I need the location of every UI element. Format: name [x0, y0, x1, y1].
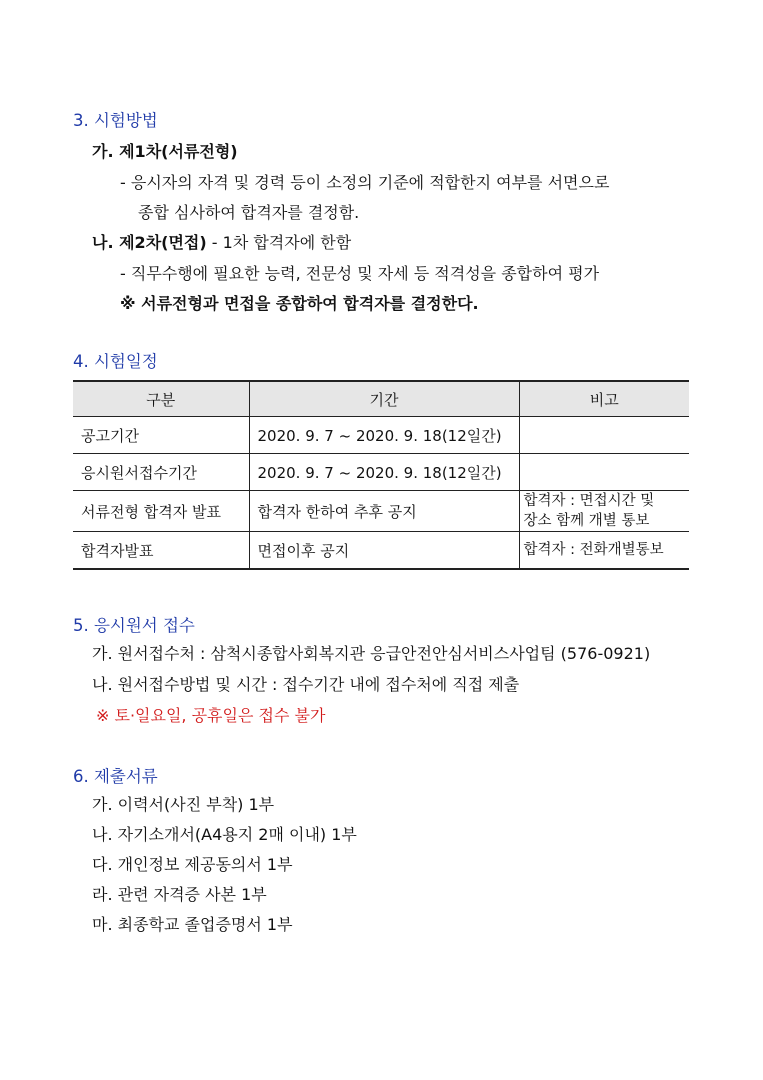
section3-title: 3. 시험방법 [73, 111, 158, 130]
row-category: 서류전형 합격자 발표 [73, 491, 249, 532]
section4-title: 4. 시험일정 [73, 352, 158, 371]
section5-line1: 가. 원서접수처 : 삼척시종합사회복지관 응급안전안심서비스사업팀 (576-0921) [92, 644, 651, 663]
row-period: 면접이후 공지 [249, 532, 519, 570]
list-item: 다. 개인정보 제공동의서 1부 [92, 855, 293, 874]
header-note: 비고 [519, 381, 689, 417]
section5-line2: 나. 원서접수방법 및 시간 : 접수기간 내에 접수처에 직접 제출 [92, 675, 520, 694]
row-note-line1: 합격자 : 면접시간 및 [523, 493, 655, 509]
section3-b-suffix: - 1차 합격자에 한함 [206, 233, 352, 252]
section3-a-line2: 종합 심사하여 합격자를 결정함. [138, 203, 360, 222]
table-row [73, 454, 689, 491]
section6-title: 6. 제출서류 [73, 767, 158, 786]
row-note-line2: 장소 함께 개별 통보 [523, 513, 650, 529]
row-note [519, 417, 689, 454]
list-item: 라. 관련 자격증 사본 1부 [92, 885, 267, 904]
row-note [519, 491, 689, 532]
row-note [519, 454, 689, 491]
row-period: 2020. 9. 7 ~ 2020. 9. 18(12일간) [249, 454, 519, 491]
section5-note: ※ 토·일요일, 공휴일은 접수 불가 [96, 706, 326, 725]
section3-b-line1: - 직무수행에 필요한 능력, 전문성 및 자세 등 적격성을 종합하여 평가 [120, 264, 600, 283]
list-item: 나. 자기소개서(A4용지 2매 이내) 1부 [92, 825, 357, 844]
schedule-table [73, 380, 689, 570]
section3-note: ※ 서류전형과 면접을 종합하여 합격자를 결정한다. [120, 294, 479, 313]
row-category: 공고기간 [73, 417, 249, 454]
row-category: 응시원서접수기간 [73, 454, 249, 491]
list-item: 가. 이력서(사진 부착) 1부 [92, 795, 275, 814]
row-category: 합격자발표 [73, 532, 249, 570]
section3-b-title: 나. 제2차(면접) [92, 233, 207, 252]
list-item: 마. 최종학교 졸업증명서 1부 [92, 915, 293, 934]
section5-title: 5. 응시원서 접수 [73, 616, 195, 635]
table-row [73, 491, 689, 532]
header-period: 기간 [249, 381, 519, 417]
table-row [73, 417, 689, 454]
table-row [73, 532, 689, 570]
row-note: 합격자 : 전화개별통보 [519, 532, 689, 570]
section3-a-title: 가. 제1차(서류전형) [92, 142, 238, 161]
header-category: 구분 [73, 381, 249, 417]
section3-b-heading [92, 230, 351, 253]
row-period: 2020. 9. 7 ~ 2020. 9. 18(12일간) [249, 417, 519, 454]
table-header-row [73, 381, 689, 417]
row-period: 합격자 한하여 추후 공지 [249, 491, 519, 532]
section3-a-line1: - 응시자의 자격 및 경력 등이 소정의 기준에 적합한지 여부를 서면으로 [120, 173, 610, 192]
